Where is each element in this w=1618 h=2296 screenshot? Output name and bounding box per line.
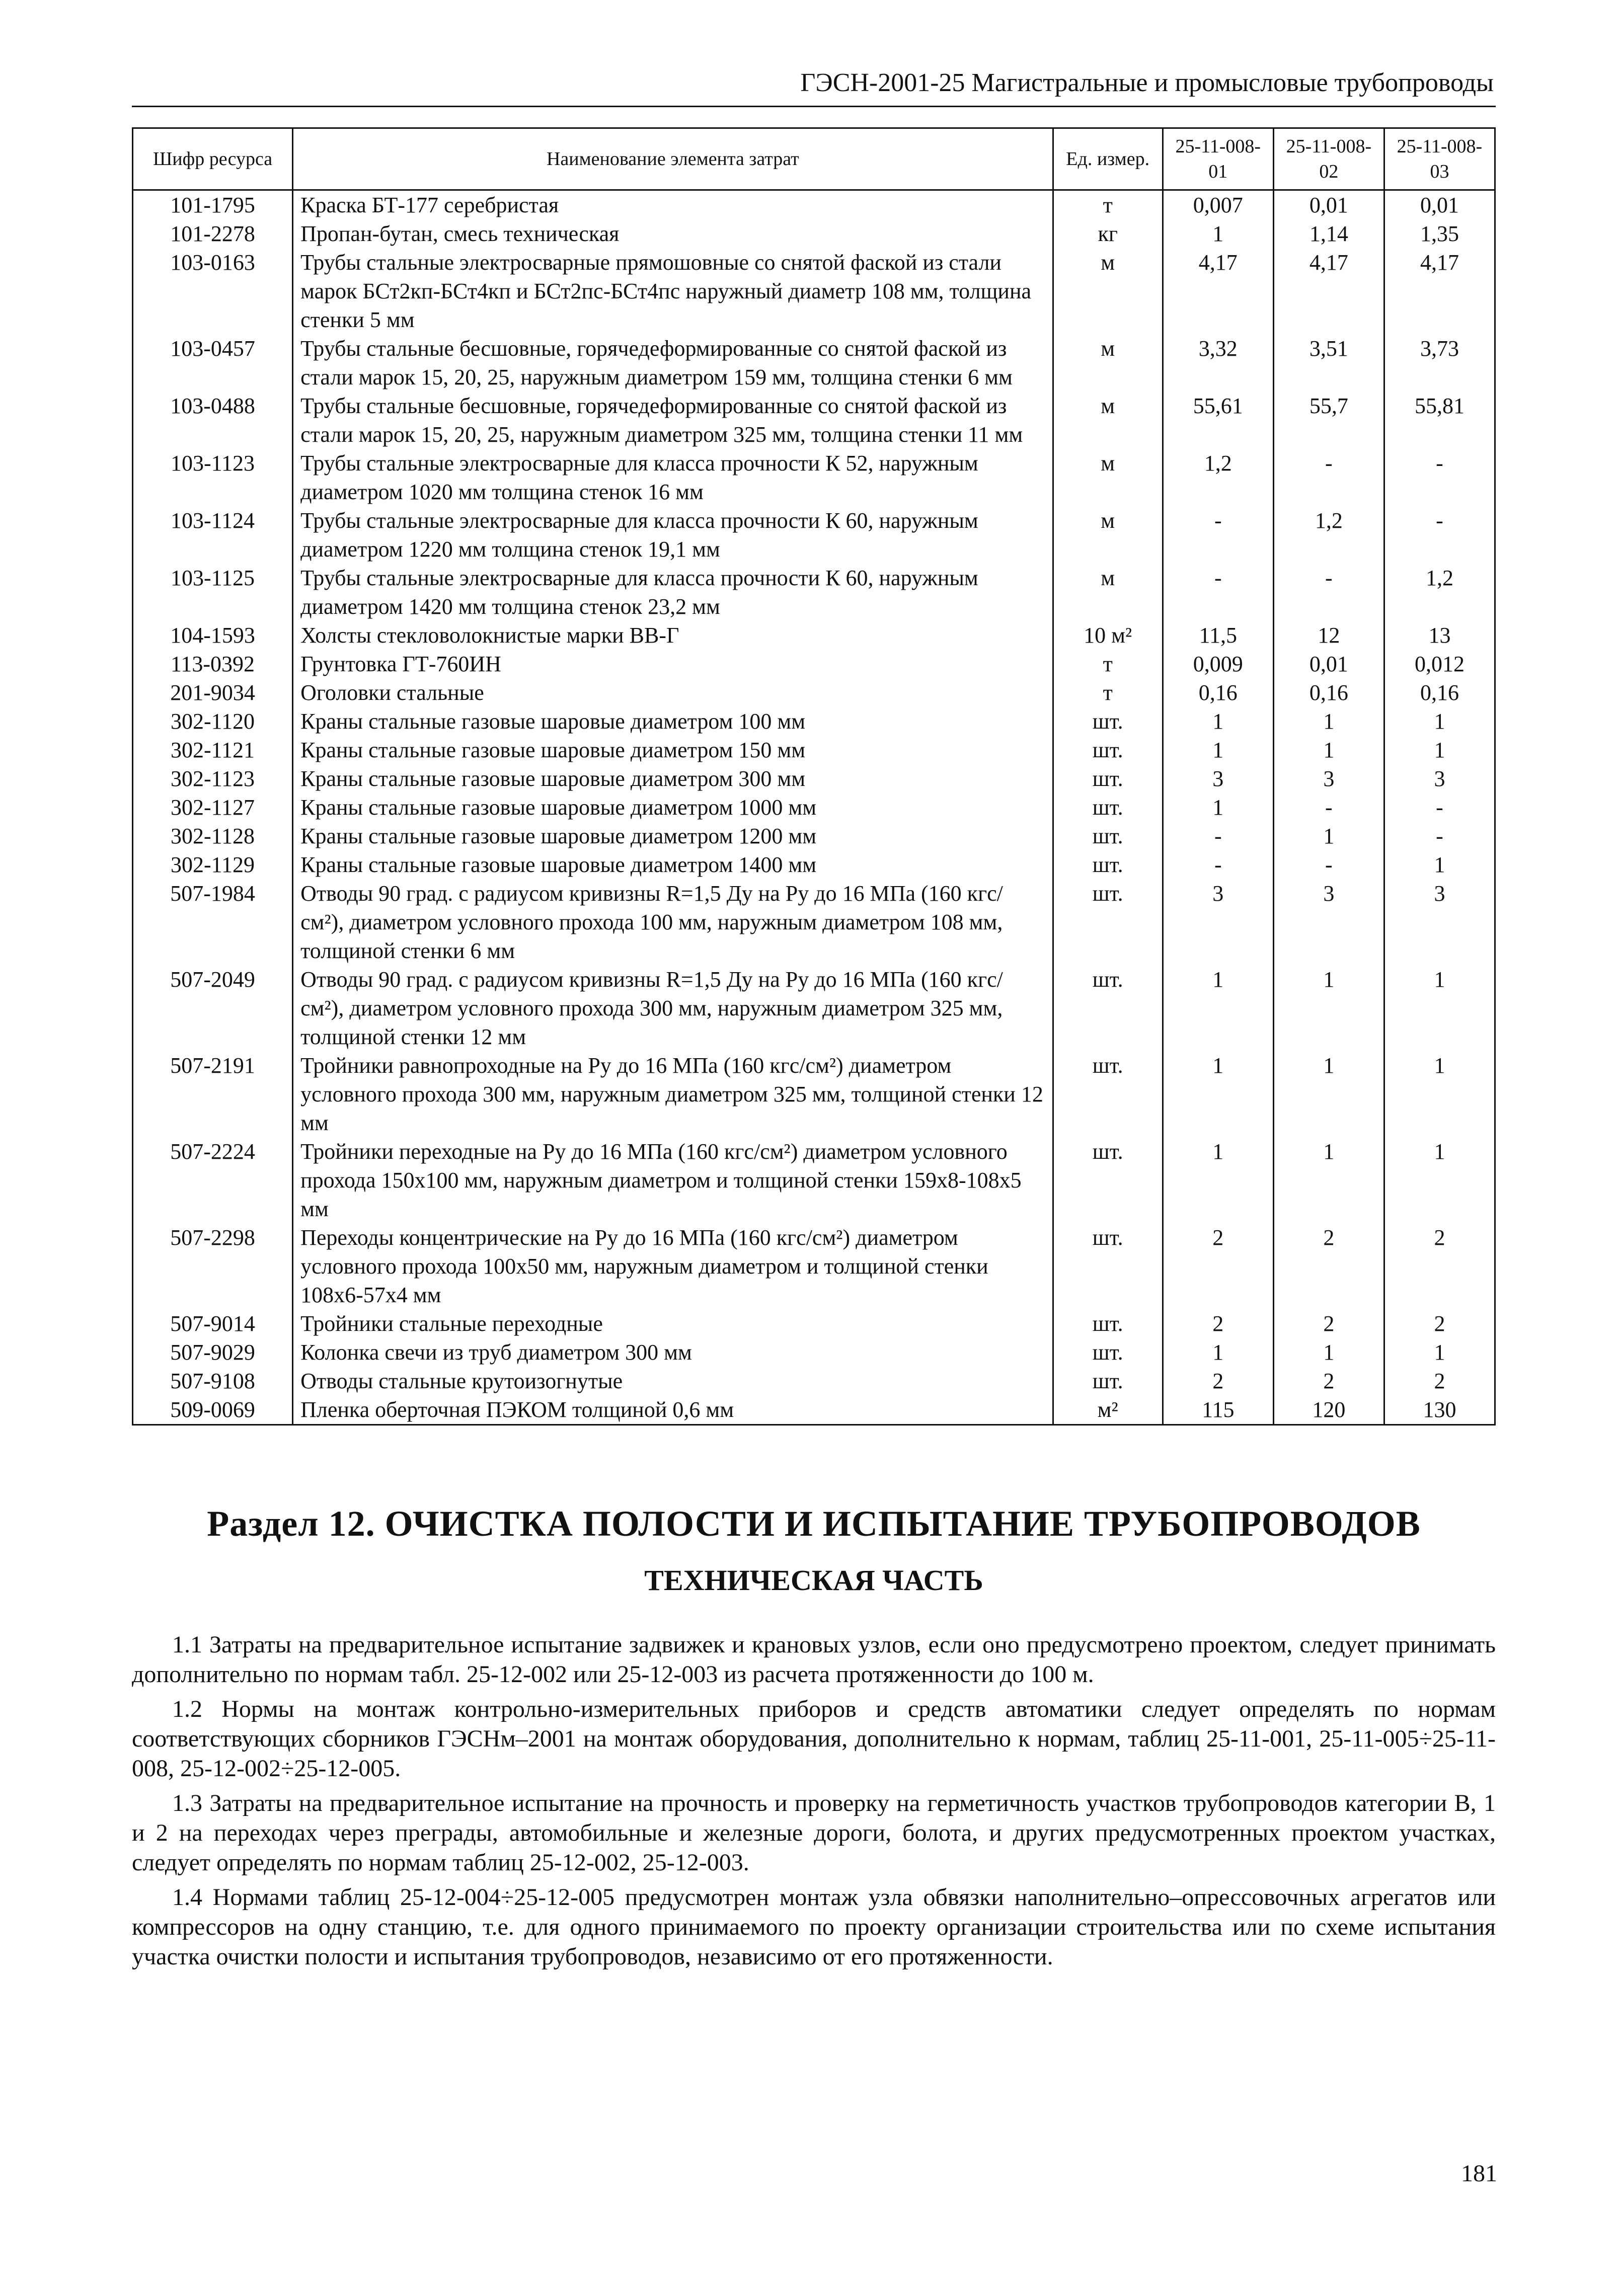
cell-code: 113-0392 [133,650,293,678]
table-row [133,248,1495,334]
table-row [133,764,1495,793]
cell-008-02: 1 [1273,1338,1384,1367]
cell-008-02: 1 [1273,707,1384,736]
cell-unit: шт. [1053,764,1163,793]
table-row [133,850,1495,879]
cell-008-03: 1 [1384,1338,1495,1367]
cell-008-01: - [1163,850,1273,879]
cell-008-02: 55,7 [1273,391,1384,449]
cell-008-02: 1,14 [1273,219,1384,248]
cell-code: 101-1795 [133,190,293,220]
page-number: 181 [1461,2160,1497,2187]
cell-unit: 10 м² [1053,621,1163,650]
table-body [133,190,1495,1425]
table-row [133,506,1495,564]
cell-008-03: 1 [1384,1051,1495,1137]
cell-name: Колонка свечи из труб диаметром 300 мм [293,1338,1053,1367]
cell-name: Отводы 90 град. с радиусом кривизны R=1,5 Ду на Ру до 16 МПа (160 кгс/см²), диаметром условного прохода 300 мм, наружным диаметром 325 мм, толщиной стенки 12 мм [293,965,1053,1051]
cell-name: Тройники равнопроходные на Ру до 16 МПа (160 кгс/см²) диаметром условного прохода 300 мм, наружным диаметром 325 мм, толщиной стенки 12 мм [293,1051,1053,1137]
column-header-unit: Ед. измер. [1053,128,1163,190]
cell-unit: шт. [1053,965,1163,1051]
cell-008-02: - [1273,793,1384,822]
cell-008-01: 1 [1163,1338,1273,1367]
cell-008-01: - [1163,506,1273,564]
column-header-code: Шифр ресурса [133,128,293,190]
cell-008-01: 3 [1163,764,1273,793]
cell-code: 507-2224 [133,1137,293,1223]
cell-008-03: 1,2 [1384,564,1495,621]
cell-code: 103-1125 [133,564,293,621]
cell-008-02: 3,51 [1273,334,1384,391]
cell-008-01: 1 [1163,707,1273,736]
column-header-name: Наименование элемента затрат [293,128,1053,190]
table-header-row [133,128,1495,190]
cell-code: 507-9014 [133,1309,293,1338]
cell-008-02: 1 [1273,1137,1384,1223]
cell-008-02: 1 [1273,1051,1384,1137]
table-row [133,1338,1495,1367]
cell-code: 507-9108 [133,1367,293,1395]
cell-008-03: 0,01 [1384,190,1495,220]
table-row [133,707,1495,736]
cell-name: Тройники переходные на Ру до 16 МПа (160 кгс/см²) диаметром условного прохода 150х100 мм, наружным диаметром и толщиной стенки 159х8-108х5 мм [293,1137,1053,1223]
cell-unit: шт. [1053,1338,1163,1367]
table-row [133,965,1495,1051]
cell-code: 509-0069 [133,1395,293,1425]
cell-008-02: 0,01 [1273,190,1384,220]
table-row [133,190,1495,220]
cell-code: 302-1123 [133,764,293,793]
cell-008-01: 1 [1163,736,1273,764]
cell-008-03: - [1384,449,1495,506]
table-row [133,564,1495,621]
cell-008-01: 11,5 [1163,621,1273,650]
cell-unit: шт. [1053,707,1163,736]
cell-008-02: 0,16 [1273,678,1384,707]
document-page [132,65,1496,1976]
cell-008-01: 3 [1163,879,1273,965]
cell-unit: шт. [1053,822,1163,850]
cell-008-02: 2 [1273,1367,1384,1395]
cell-code: 507-9029 [133,1338,293,1367]
cell-008-03: 1 [1384,1137,1495,1223]
cell-008-01: 1 [1163,219,1273,248]
table-row [133,449,1495,506]
cell-008-01: 1 [1163,1051,1273,1137]
cell-code: 103-1124 [133,506,293,564]
cell-code: 103-0488 [133,391,293,449]
cell-name: Трубы стальные электросварные прямошовные со снятой фаской из стали марок БСт2кп-БСт4кп и БСт2пс-БСт4пс наружный диаметр 108 мм, толщина стенки 5 мм [293,248,1053,334]
cell-unit: м [1053,334,1163,391]
paragraph-1-1: 1.1 Затраты на предварительное испытание задвижек и крановых узлов, если оно предусмотрено проектом, следует принимать дополнительно по нормам табл. 25-12-002 или 25-12-003 из расчета протяженности до 100 м. [132,1631,1496,1688]
cell-name: Переходы концентрические на Ру до 16 МПа (160 кгс/см²) диаметром условного прохода 100х50 мм, наружным диаметром и толщиной стенки 108х6-57х4 мм [293,1223,1053,1309]
cell-name: Отводы 90 град. с радиусом кривизны R=1,5 Ду на Ру до 16 МПа (160 кгс/см²), диаметром условного прохода 100 мм, наружным диаметром 108 мм, толщиной стенки 6 мм [293,879,1053,965]
cell-code: 302-1129 [133,850,293,879]
table-row [133,621,1495,650]
cell-008-01: 115 [1163,1395,1273,1425]
cell-008-01: 3,32 [1163,334,1273,391]
cell-008-02: 120 [1273,1395,1384,1425]
cell-008-01: 4,17 [1163,248,1273,334]
cell-008-01: 2 [1163,1309,1273,1338]
cell-008-01: 0,007 [1163,190,1273,220]
cell-unit: т [1053,650,1163,678]
cell-008-03: 3 [1384,764,1495,793]
table-row [133,822,1495,850]
cell-008-01: 1 [1163,793,1273,822]
cell-unit: шт. [1053,1367,1163,1395]
cell-008-03: 3,73 [1384,334,1495,391]
cell-code: 103-0457 [133,334,293,391]
cell-008-01: 1 [1163,965,1273,1051]
table-row [133,736,1495,764]
cell-unit: шт. [1053,879,1163,965]
cell-name: Пропан-бутан, смесь техническая [293,219,1053,248]
cell-code: 302-1128 [133,822,293,850]
section-subtitle: ТЕХНИЧЕСКАЯ ЧАСТЬ [644,1564,983,1597]
cell-name: Краны стальные газовые шаровые диаметром 150 мм [293,736,1053,764]
cell-name: Краны стальные газовые шаровые диаметром 1400 мм [293,850,1053,879]
cell-unit: шт. [1053,1051,1163,1137]
cell-unit: м² [1053,1395,1163,1425]
resource-table [132,127,1496,1426]
cell-008-01: 1,2 [1163,449,1273,506]
cell-008-03: 55,81 [1384,391,1495,449]
cell-unit: м [1053,449,1163,506]
cell-008-02: - [1273,564,1384,621]
cell-name: Тройники стальные переходные [293,1309,1053,1338]
cell-unit: м [1053,564,1163,621]
cell-008-03: 1,35 [1384,219,1495,248]
cell-code: 507-1984 [133,879,293,965]
table-row [133,391,1495,449]
cell-008-02: - [1273,449,1384,506]
cell-008-03: 1 [1384,736,1495,764]
cell-name: Краска БТ-177 серебристая [293,190,1053,220]
cell-name: Грунтовка ГТ-760ИН [293,650,1053,678]
cell-008-03: - [1384,822,1495,850]
cell-name: Краны стальные газовые шаровые диаметром 100 мм [293,707,1053,736]
cell-unit: м [1053,506,1163,564]
cell-008-01: 0,009 [1163,650,1273,678]
table-row [133,334,1495,391]
cell-unit: шт. [1053,1223,1163,1309]
cell-008-03: 13 [1384,621,1495,650]
paragraph-1-2: 1.2 Нормы на монтаж контрольно-измерительных приборов и средств автоматики следует определять по нормам соответствующих сборников ГЭСНм–2001 на монтаж оборудования, дополнительно к нормам, таблиц 25-11-001, 25-11-005÷25-11-008, 25-12-002÷25-12-005. [132,1696,1496,1782]
table-row [133,678,1495,707]
cell-unit: шт. [1053,793,1163,822]
cell-008-03: - [1384,506,1495,564]
table-row [133,1309,1495,1338]
cell-code: 507-2191 [133,1051,293,1137]
table-row [133,1137,1495,1223]
table-row [133,219,1495,248]
table-row [133,1051,1495,1137]
cell-008-01: 55,61 [1163,391,1273,449]
cell-008-03: 1 [1384,965,1495,1051]
cell-008-01: - [1163,564,1273,621]
cell-name: Краны стальные газовые шаровые диаметром 1200 мм [293,822,1053,850]
cell-code: 507-2298 [133,1223,293,1309]
cell-008-03: 1 [1384,850,1495,879]
cell-name: Трубы стальные электросварные для класса прочности К 60, наружным диаметром 1420 мм толщина стенок 23,2 мм [293,564,1053,621]
table-row [133,793,1495,822]
cell-008-03: 4,17 [1384,248,1495,334]
cell-code: 101-2278 [133,219,293,248]
cell-name: Пленка оберточная ПЭКОМ толщиной 0,6 мм [293,1395,1053,1425]
cell-name: Оголовки стальные [293,678,1053,707]
cell-unit: м [1053,248,1163,334]
table-row [133,1367,1495,1395]
paragraph-1-4: 1.4 Нормами таблиц 25-12-004÷25-12-005 предусмотрен монтаж узла обвязки наполнительно–опрессовочных агрегатов или компрессоров на одну станцию, т.е. для одного принимаемого по проекту организации строительства или по схеме испытания участка очистки полости и испытания трубопроводов, независимо от его протяженности. [132,1884,1496,1970]
table-row [133,1223,1495,1309]
cell-code: 104-1593 [133,621,293,650]
cell-unit: т [1053,190,1163,220]
cell-unit: т [1053,678,1163,707]
cell-name: Холсты стекловолокнистые марки ВВ-Г [293,621,1053,650]
table-row [133,879,1495,965]
cell-008-03: 2 [1384,1309,1495,1338]
cell-unit: шт. [1053,1309,1163,1338]
column-header-008-01: 25-11-008-01 [1163,128,1273,190]
cell-008-01: 1 [1163,1137,1273,1223]
cell-008-03: - [1384,793,1495,822]
cell-unit: кг [1053,219,1163,248]
cell-unit: шт. [1053,1137,1163,1223]
cell-008-02: 1,2 [1273,506,1384,564]
cell-name: Трубы стальные бесшовные, горячедеформированные со снятой фаской из стали марок 15, 20, 25, наружным диаметром 159 мм, толщина стенки 6 мм [293,334,1053,391]
cell-008-01: 0,16 [1163,678,1273,707]
cell-008-02: 2 [1273,1309,1384,1338]
cell-008-03: 2 [1384,1367,1495,1395]
cell-008-01: - [1163,822,1273,850]
cell-code: 103-1123 [133,449,293,506]
cell-008-02: - [1273,850,1384,879]
cell-code: 507-2049 [133,965,293,1051]
cell-name: Трубы стальные электросварные для класса прочности К 52, наружным диаметром 1020 мм толщина стенок 16 мм [293,449,1053,506]
cell-008-02: 0,01 [1273,650,1384,678]
cell-008-02: 3 [1273,764,1384,793]
running-header: ГЭСН-2001-25 Магистральные и промысловые трубопроводы [132,65,1496,107]
cell-008-02: 4,17 [1273,248,1384,334]
cell-unit: м [1053,391,1163,449]
cell-008-03: 3 [1384,879,1495,965]
cell-name: Отводы стальные крутоизогнутые [293,1367,1053,1395]
cell-name: Краны стальные газовые шаровые диаметром 300 мм [293,764,1053,793]
table-row [133,1395,1495,1425]
column-header-008-02: 25-11-008-02 [1273,128,1384,190]
cell-008-02: 1 [1273,822,1384,850]
cell-name: Трубы стальные электросварные для класса прочности К 60, наружным диаметром 1220 мм толщина стенок 19,1 мм [293,506,1053,564]
technical-part-text [132,1630,1496,1971]
table-row [133,650,1495,678]
cell-008-02: 3 [1273,879,1384,965]
section-title: Раздел 12. ОЧИСТКА ПОЛОСТИ И ИСПЫТАНИЕ ТРУБОПРОВОДОВ [207,1503,1421,1544]
cell-008-02: 1 [1273,965,1384,1051]
cell-code: 302-1120 [133,707,293,736]
cell-008-02: 1 [1273,736,1384,764]
cell-008-03: 2 [1384,1223,1495,1309]
column-header-008-03: 25-11-008-03 [1384,128,1495,190]
cell-unit: шт. [1053,736,1163,764]
cell-008-03: 0,16 [1384,678,1495,707]
cell-name: Краны стальные газовые шаровые диаметром 1000 мм [293,793,1053,822]
cell-code: 302-1127 [133,793,293,822]
cell-code: 201-9034 [133,678,293,707]
cell-008-01: 2 [1163,1367,1273,1395]
cell-code: 302-1121 [133,736,293,764]
cell-name: Трубы стальные бесшовные, горячедеформированные со снятой фаской из стали марок 15, 20, 25, наружным диаметром 325 мм, толщина стенки 11 мм [293,391,1053,449]
cell-008-03: 1 [1384,707,1495,736]
paragraph-1-3: 1.3 Затраты на предварительное испытание на прочность и проверку на герметичность участков трубопроводов категории В, 1 и 2 на переходах через преграды, автомобильные и железные дороги, болота, и других предусмотренных проектом участках, следует определять по нормам таблиц 25-12-002, 25-12-003. [132,1790,1496,1876]
cell-008-01: 2 [1163,1223,1273,1309]
cell-unit: шт. [1053,850,1163,879]
cell-008-02: 2 [1273,1223,1384,1309]
cell-code: 103-0163 [133,248,293,334]
cell-008-02: 12 [1273,621,1384,650]
cell-008-03: 0,012 [1384,650,1495,678]
cell-008-03: 130 [1384,1395,1495,1425]
